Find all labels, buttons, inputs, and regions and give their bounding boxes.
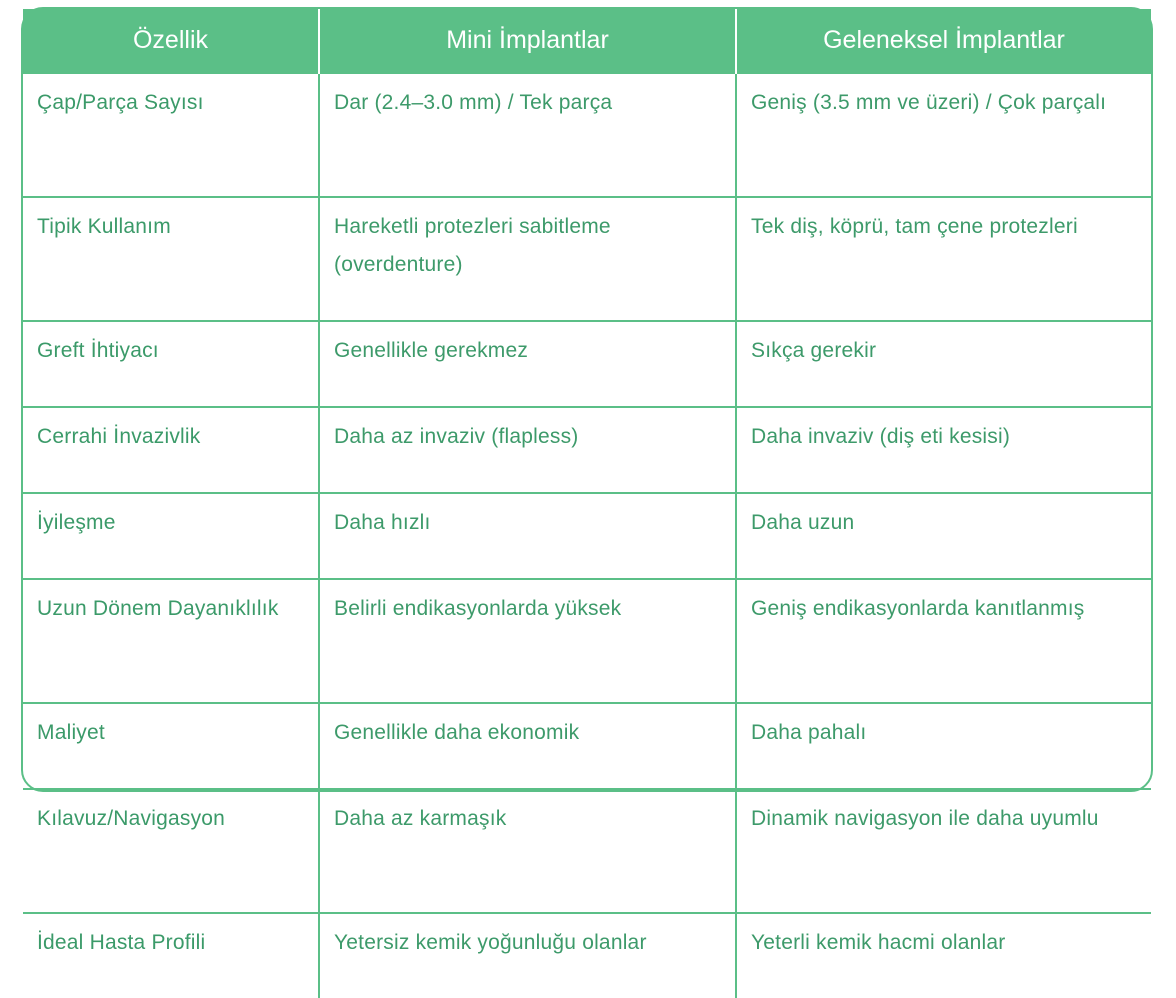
table-row — [23, 493, 1151, 579]
table-row — [23, 197, 1151, 321]
cell-traditional: Yeterli kemik hacmi olanlar — [736, 913, 1151, 998]
cell-mini: Daha az karmaşık — [319, 789, 736, 913]
cell-feature: Greft İhtiyacı — [23, 321, 319, 407]
cell-traditional: Daha invaziv (diş eti kesisi) — [736, 407, 1151, 493]
cell-mini: Genellikle gerekmez — [319, 321, 736, 407]
table-body — [23, 73, 1151, 998]
cell-feature: İdeal Hasta Profili — [23, 913, 319, 998]
cell-mini: Daha hızlı — [319, 493, 736, 579]
table-row — [23, 73, 1151, 197]
cell-mini: Yetersiz kemik yoğunluğu olanlar — [319, 913, 736, 998]
cell-mini: Daha az invaziv (flapless) — [319, 407, 736, 493]
comparison-table — [23, 9, 1151, 998]
table-row — [23, 703, 1151, 789]
cell-traditional: Tek diş, köprü, tam çene protezleri — [736, 197, 1151, 321]
cell-feature: Cerrahi İnvazivlik — [23, 407, 319, 493]
cell-traditional: Sıkça gerekir — [736, 321, 1151, 407]
header-mini-implants: Mini İmplantlar — [319, 9, 736, 73]
cell-mini: Genellikle daha ekonomik — [319, 703, 736, 789]
cell-traditional: Daha pahalı — [736, 703, 1151, 789]
header-traditional-implants: Geleneksel İmplantlar — [736, 9, 1151, 73]
cell-traditional: Geniş endikasyonlarda kanıtlanmış — [736, 579, 1151, 703]
cell-feature: Çap/Parça Sayısı — [23, 73, 319, 197]
table-row — [23, 579, 1151, 703]
table-row — [23, 407, 1151, 493]
table-row — [23, 789, 1151, 913]
cell-feature: İyileşme — [23, 493, 319, 579]
cell-mini: Belirli endikasyonlarda yüksek — [319, 579, 736, 703]
cell-traditional: Geniş (3.5 mm ve üzeri) / Çok parçalı — [736, 73, 1151, 197]
cell-feature: Tipik Kullanım — [23, 197, 319, 321]
comparison-table-container — [21, 7, 1153, 954]
cell-traditional: Daha uzun — [736, 493, 1151, 579]
cell-mini: Hareketli protezleri sabitleme (overdenture) — [319, 197, 736, 321]
cell-feature: Uzun Dönem Dayanıklılık — [23, 579, 319, 703]
table-row — [23, 321, 1151, 407]
cell-feature: Maliyet — [23, 703, 319, 789]
header-row — [23, 9, 1151, 73]
cell-feature: Kılavuz/Navigasyon — [23, 789, 319, 913]
table-header — [23, 9, 1151, 73]
cell-traditional: Dinamik navigasyon ile daha uyumlu — [736, 789, 1151, 913]
table-row — [23, 913, 1151, 998]
header-feature: Özellik — [23, 9, 319, 73]
cell-mini: Dar (2.4–3.0 mm) / Tek parça — [319, 73, 736, 197]
